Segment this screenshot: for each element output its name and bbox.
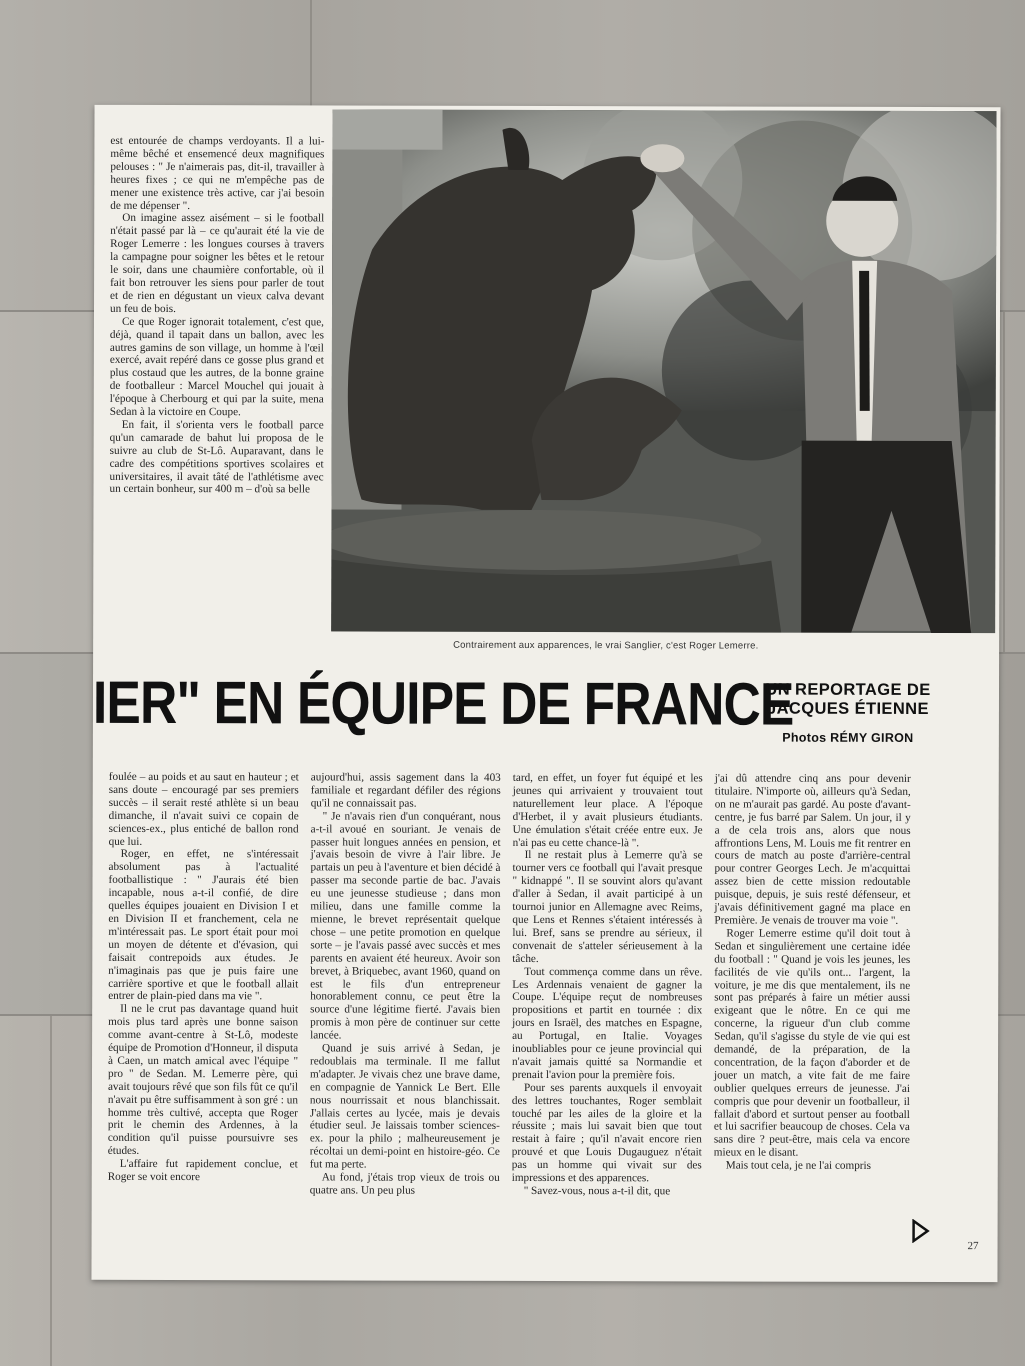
text-column-1 [108, 771, 299, 1184]
paragraph: Pour ses parents auxquels il envoyait des lettres touchantes, Roger semblait touché par les ailes de la gloire et la réussite ; mais lui savait bien que tout restait à faire ; qu'il n'avait encore rien prouvé et que Louis Dugauguez n'était pas un homme qui vivait sur des impressions et des apparences. [511, 1081, 702, 1185]
paragraph: Au fond, j'étais trop vieux de trois ou quatre ans. Un peu plus [309, 1171, 500, 1197]
byline-reportage: UN REPORTAGE DE [765, 680, 931, 700]
paragraph: Tout commença comme dans un rêve. Les Ardennais venaient de gagner la Coupe. L'équipe reçut de nombreuses propositions et partit en tournée : dix jours en Israël, des matches en Espagne, au Portugal, en Italie. Voyages inoubliables pour ce jeune provincial qui n'avait jamais quitté sa Normandie et prenait l'avion pour la première fois. [511, 965, 703, 1082]
paragraph: foulée – au poids et au saut en hauteur ; et sans doute – encouragé par ses premiers succès – il serait resté athlète si un beau dimanche, il n'avait suivi ce copain de sciences-ex., plus entiché de ballon rond que lui. [108, 770, 299, 848]
paragraph: Roger, en effet, ne s'intéressait absolument pas à l'actualité footballistique : " J'aurais été bien incapable, nous a-t-il confié, de dire quelles équipes jouaient en Division I et en Division II et franchement, cela ne m'intéressait pas. Le sport était pour moi un moyen de détente et d'évasion, qui faisait contrepoids aux études. Je n'imaginais pas que je puis faire une carrière sportive et que le football allait entrer de plain-pied dans ma vie ". [108, 848, 299, 1003]
byline [743, 681, 953, 746]
photo-illustration [331, 109, 996, 633]
paragraph: Ce que Roger ignorait totalement, c'est que, déjà, quand il tapait dans un ballon, avec les autres gamins de son village, un homme à l'œil exercé, avait repéré dans ce gosse plus grand et plus costaud que les autres, de la bonne graine de footballeur : Marcel Mouchel qui jouait à l'époque à Cherbourg et qui par la suite, mena Sedan à la victoire en Coupe. [109, 315, 324, 419]
paragraph: " Savez-vous, nous a-t-il dit, que [523, 1184, 671, 1198]
paragraph: Il ne restait plus à Lemerre qu'à se tourner vers ce football qui l'avait presque " kidnappé ". Il se souvint alors qu'avant d'aller à Sedan, il avait participé à un tournoi junior en Allemagne avec Reims, que Lens et Rennes s'étaient intéressés à lui. Bref, sans se prendre au sérieux, il convenait de s'atteler sérieusement à la tâche. [512, 849, 703, 965]
paragraph: Mais tout cela, je ne l'ai compris [725, 1159, 872, 1173]
paragraph: On imagine assez aisément – si le football n'était passé par là – ce qu'aurait été la vie de Roger Lemerre : les longues courses à travers la campagne pour soigner les bêtes et le retour le soir, dans une chaumière confortable, où il fait bon retrouver les siens pour parler de tout et de rien en dégustant un vieux calva devant un feu de bois. [109, 212, 325, 315]
paragraph: Roger Lemerre estime qu'il doit tout à Sedan et singulièrement une certaine idée du football : " Quand je vois les jeunes, les facilités de vie qu'ils ont... l'argent, la voiture, je me dis que mentalement, ils ne sont pas préparés à faire un métier aussi exigeant que le nôtre. En ce qui me concerne, la rigueur d'un club comme Sedan, qu'il s'agisse du style de vie qui est demandé, de la préparation, de la concentration, de la façon d'aborder et de jouer un match, a vite fait de me faire oublier quelques erreurs de jeunesse. J'ai compris que pour devenir un footballeur, il fallait d'abord et surtout penser au football et lui sacrifier beaucoup de choses. Cela va sans dire ? peut-être, mais cela va encore mieux en le disant. [713, 927, 911, 1159]
paragraph: En fait, il s'orienta vers le football parce qu'un camarade de bahut lui proposa de le suivre au club de St-Lô. Auparavant, dans le cadre des compétitions sportives scolaires et universitaires, il avait tâté de l'athlétisme avec un certain bonheur, sur 400 m – d'où sa belle [109, 418, 324, 496]
page-number: 27 [967, 1240, 979, 1253]
paragraph: est entourée de champs verdoyants. Il a lui-même bêché et ensemencé deux magnifiques pelouses : " Je n'aimerais pas, dit-il, travailler à heures fixes ; ce qui ne m'empêche pas de mener une existence très active, car j'ai besoin de me dépenser ". [110, 134, 325, 212]
byline-photos: Photos RÉMY GIRON [782, 730, 914, 745]
headline: IER" EN ÉQUIPE DE FRANCE [92, 668, 794, 738]
magazine-page [91, 105, 1000, 1282]
paragraph: aujourd'hui, assis sagement dans la 403 familiale et regardant défiler des régions qu'il ne connaissait pas. [310, 771, 501, 810]
paragraph: j'ai dû attendre cinq ans pour devenir titulaire. N'importe où, ailleurs qu'à Sedan, on ne m'aurait pas gardé. Au poste d'avant-centre, je fus barré par Salem. Un jour, il y a de cela trois ans, alors que nous affrontions Lens, M. Louis me fit rentrer en cours de match au poste d'arrière-central pour contrer Georges Lech. Je m'acquittai assez bien de cette mission redoutable puisque, depuis, je suis resté défenseur, et j'avais définitivement gagné ma place en Première. Je venais de trouver ma voie ". [714, 772, 911, 927]
text-column-4 [714, 772, 911, 1173]
text-column-top [110, 135, 325, 497]
photo-caption: Contrairement aux apparences, le vrai Sanglier, c'est Roger Lemerre. [453, 639, 759, 652]
text-column-2 [310, 771, 501, 1197]
paragraph: tard, en effet, un foyer fut équipé et les jeunes qui arrivaient y trouvaient tout naturellement leur place. A l'époque d'Herbet, il y avait plusieurs étudiants. Une émulation s'était créée entre eux. Je n'ai pas eu cette chance-là ". [512, 771, 703, 849]
paragraph: Il ne le crut pas davantage quand huit mois plus tard après une bonne saison comme avant-centre à St-Lô, modeste équipe de Promotion d'Honneur, il disputa à Caen, un match amical avec l'équipe " pro " de Sedan. M. Lemerre père, qui avait toujours rêvé que son fils fût ce qu'il n'avait pu être suffisamment à son gré : un homme très cultivé, accepta que Roger prit le chemin des Ardennes, à la condition qu'il puisse poursuivre ses études. [107, 1003, 299, 1158]
continue-arrow-icon [912, 1219, 930, 1243]
paragraph: L'affaire fut rapidement conclue, et Roger se voit encore [107, 1158, 298, 1184]
paragraph: " Je n'avais rien d'un conquérant, nous a-t-il avoué en souriant. Je venais de passer huit longues années en pension, et j'avais besoin de vivre à l'air libre. Je partais un peu à l'aventure et bien décidé à passer ma seconde partie de bac. J'avais eu une jeunesse studieuse ; dans mon milieu, dans une famille comme la mienne, le brevet représentait quelque chose – une petite promotion en quelque sorte – je l'avais passé avec succès et mes parents en avaient été heureux. Avoir son brevet, à Briquebec, avant 1960, quand on est le fils d'un entrepreneur honorablement connu, ce peut être la source d'une légitime fierté. J'avais bien promis à mon père de continuer sur cette lancée. [310, 810, 501, 1042]
byline-author: JACQUES ÉTIENNE [767, 699, 929, 719]
text-column-3 [512, 772, 703, 1198]
paragraph: Quand je suis arrivé à Sedan, je redoublais ma terminale. Il me fallut m'adapter. Je vivais chez une brave dame, en compagnie de Yannick Le Bert. Elle nous nourrissait et nous blanchissait. J'allais certes au lycée, mais je devais étudier seul. Je laissais tomber sciences-ex. pour la philo ; malheureusement je récoltai un demi-point en histoire-géo. Ce fut ma perte. [309, 1042, 501, 1171]
photo-boar-statue [331, 109, 996, 633]
